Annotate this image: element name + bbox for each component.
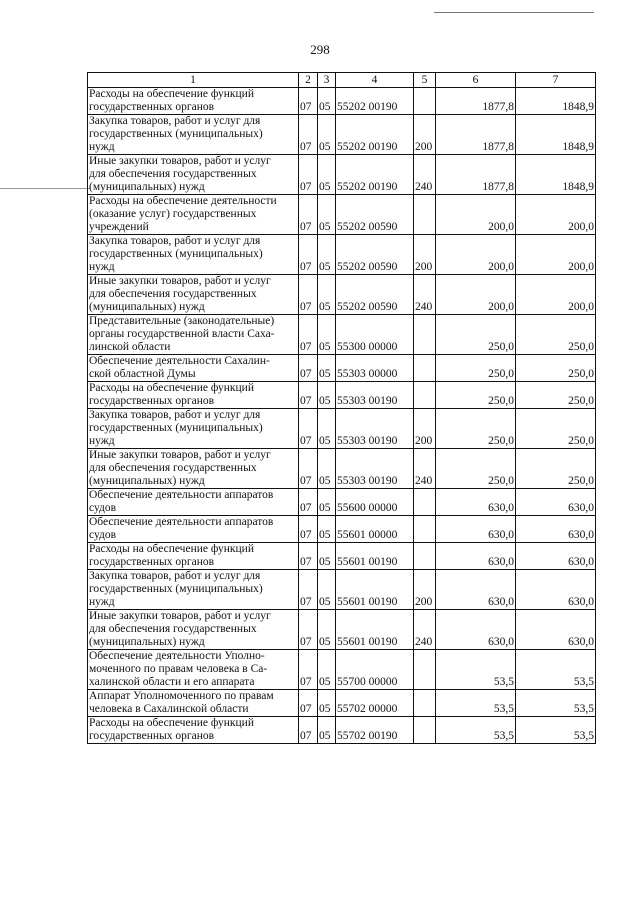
row-cell-c3: 05 [318,690,336,717]
row-name-line: для обеспечения государственных [89,623,257,635]
row-cell-c7: 200,0 [516,235,596,275]
row-name-line: органы государственной власти Саха- [89,328,275,340]
row-name-line: государственных органов [89,556,215,568]
row-cell-c2: 07 [299,610,318,650]
row-name-line: Иные закупки товаров, работ и услуг [89,275,271,287]
row-cell-c3: 05 [318,489,336,516]
row-cell-c2: 07 [299,489,318,516]
row-cell-c7: 53,5 [516,690,596,717]
row-cell-c4: 55303 00190 [336,449,414,489]
row-cell-c5 [414,543,436,570]
row-name-line: для обеспечения государственных [89,288,257,300]
row-cell-c6: 250,0 [436,449,516,489]
table-row [88,275,596,315]
row-cell-c4: 55202 00590 [336,195,414,235]
row-cell-c4: 55303 00000 [336,355,414,382]
row-cell-c2: 07 [299,449,318,489]
table-row [88,650,596,690]
row-name-line: Обеспечение деятельности аппаратов [89,516,274,528]
row-cell-c4: 55300 00000 [336,315,414,355]
row-cell-c3: 05 [318,409,336,449]
row-name-line: Иные закупки товаров, работ и услуг [89,155,271,167]
row-name-line: судов [89,502,117,514]
header-col-5: 5 [414,73,436,88]
table-row [88,610,596,650]
row-cell-c3: 05 [318,355,336,382]
row-cell-c4: 55303 00190 [336,409,414,449]
row-cell-c7: 630,0 [516,543,596,570]
row-cell-c3: 05 [318,650,336,690]
page-number: 298 [310,42,330,57]
table-row [88,155,596,195]
row-cell-c7: 53,5 [516,650,596,690]
row-name-line: государственных органов [89,730,215,742]
header-col-2: 2 [299,73,318,88]
row-cell-c4: 55202 00590 [336,275,414,315]
row-cell-c7: 250,0 [516,355,596,382]
row-name-line: ской областной Думы [89,368,196,380]
row-cell-c3: 05 [318,516,336,543]
row-name-line: государственных (муниципальных) [89,128,263,140]
header-col-3: 3 [318,73,336,88]
row-cell-c2: 07 [299,355,318,382]
table-header-row [88,73,596,88]
row-name-cell [88,195,299,235]
row-cell-c5 [414,382,436,409]
row-name-line: нужд [89,261,115,273]
row-name-cell [88,690,299,717]
row-cell-c7: 630,0 [516,489,596,516]
row-name-line: моченного по правам человека в Са- [89,663,268,675]
row-cell-c7: 630,0 [516,610,596,650]
row-cell-c2: 07 [299,315,318,355]
scan-artifact-line [0,188,90,189]
row-cell-c3: 05 [318,543,336,570]
row-name-line: (муниципальных) нужд [89,181,205,193]
row-name-line: (муниципальных) нужд [89,636,205,648]
row-cell-c5 [414,355,436,382]
row-cell-c2: 07 [299,235,318,275]
table-row [88,382,596,409]
table-row [88,88,596,115]
row-cell-c2: 07 [299,275,318,315]
row-cell-c6: 53,5 [436,717,516,744]
row-name-line: Закупка товаров, работ и услуг для [89,115,261,127]
header-col-4: 4 [336,73,414,88]
row-name-line: судов [89,529,117,541]
row-name-line: Обеспечение деятельности аппаратов [89,489,274,501]
row-cell-c2: 07 [299,382,318,409]
row-cell-c5: 240 [414,449,436,489]
row-cell-c5: 200 [414,235,436,275]
row-name-cell [88,382,299,409]
row-name-line: Представительные (законодательные) [89,315,275,327]
row-cell-c7: 250,0 [516,382,596,409]
row-cell-c6: 630,0 [436,489,516,516]
table-body [88,88,596,744]
row-cell-c4: 55202 00590 [336,235,414,275]
row-cell-c6: 200,0 [436,275,516,315]
row-cell-c5: 200 [414,570,436,610]
header-col-6: 6 [436,73,516,88]
row-cell-c7: 630,0 [516,570,596,610]
row-cell-c6: 250,0 [436,315,516,355]
row-cell-c6: 200,0 [436,235,516,275]
row-name-cell [88,275,299,315]
row-cell-c5 [414,717,436,744]
table-row [88,355,596,382]
row-cell-c4: 55702 00000 [336,690,414,717]
row-name-line: Расходы на обеспечение функций [89,382,254,394]
row-name-cell [88,355,299,382]
row-name-line: учреждений [89,221,149,233]
table-row [88,449,596,489]
row-name-line: (оказание услуг) государственных [89,208,257,220]
row-cell-c5: 240 [414,275,436,315]
row-cell-c5 [414,489,436,516]
row-name-line: Иные закупки товаров, работ и услуг [89,610,271,622]
row-name-line: Обеспечение деятельности Уполно- [89,650,265,662]
row-name-line: Расходы на обеспечение функций [89,543,254,555]
row-cell-c7: 1848,9 [516,115,596,155]
row-cell-c6: 630,0 [436,570,516,610]
row-cell-c7: 200,0 [516,195,596,235]
row-name-line: Аппарат Уполномоченного по правам [89,690,274,702]
row-cell-c4: 55303 00190 [336,382,414,409]
table-row [88,543,596,570]
header-col-7: 7 [516,73,596,88]
row-name-cell [88,155,299,195]
row-name-line: нужд [89,435,115,447]
row-cell-c3: 05 [318,315,336,355]
row-cell-c7: 53,5 [516,717,596,744]
row-cell-c2: 07 [299,409,318,449]
row-cell-c6: 53,5 [436,650,516,690]
row-cell-c7: 250,0 [516,449,596,489]
row-cell-c4: 55202 00190 [336,155,414,195]
row-cell-c3: 05 [318,115,336,155]
row-name-line: Закупка товаров, работ и услуг для [89,235,261,247]
row-cell-c7: 250,0 [516,315,596,355]
row-cell-c2: 07 [299,570,318,610]
row-cell-c2: 07 [299,717,318,744]
row-cell-c7: 630,0 [516,516,596,543]
row-name-line: Расходы на обеспечение функций [89,88,254,100]
row-cell-c6: 1877,8 [436,115,516,155]
row-name-cell [88,449,299,489]
row-name-line: Закупка товаров, работ и услуг для [89,409,261,421]
row-cell-c3: 05 [318,610,336,650]
row-cell-c6: 1877,8 [436,88,516,115]
row-cell-c5 [414,690,436,717]
row-name-line: государственных (муниципальных) [89,248,263,260]
row-cell-c3: 05 [318,88,336,115]
row-name-line: (муниципальных) нужд [89,301,205,313]
table-row [88,690,596,717]
row-name-cell [88,409,299,449]
scan-artifact-line [434,12,594,13]
row-name-line: Закупка товаров, работ и услуг для [89,570,261,582]
row-cell-c2: 07 [299,155,318,195]
row-name-cell [88,717,299,744]
row-name-line: государственных (муниципальных) [89,583,263,595]
row-name-cell [88,543,299,570]
row-cell-c5 [414,195,436,235]
budget-table [87,72,596,744]
row-name-line: (муниципальных) нужд [89,475,205,487]
row-name-cell [88,489,299,516]
table-row [88,717,596,744]
row-cell-c5: 200 [414,115,436,155]
row-cell-c4: 55600 00000 [336,489,414,516]
row-cell-c6: 250,0 [436,409,516,449]
row-cell-c2: 07 [299,690,318,717]
table-row [88,489,596,516]
row-cell-c3: 05 [318,155,336,195]
row-name-cell [88,88,299,115]
table-row [88,409,596,449]
table-row [88,516,596,543]
row-cell-c6: 250,0 [436,382,516,409]
row-cell-c5 [414,88,436,115]
row-cell-c3: 05 [318,275,336,315]
row-name-line: нужд [89,141,115,153]
row-cell-c3: 05 [318,235,336,275]
row-name-line: Расходы на обеспечение деятельности [89,195,277,207]
row-cell-c2: 07 [299,115,318,155]
row-cell-c3: 05 [318,717,336,744]
row-cell-c6: 630,0 [436,543,516,570]
row-cell-c4: 55601 00190 [336,570,414,610]
row-name-line: человека в Сахалинской области [89,703,249,715]
row-name-cell [88,570,299,610]
row-cell-c4: 55601 00190 [336,543,414,570]
table-row [88,195,596,235]
row-cell-c4: 55202 00190 [336,115,414,155]
row-name-cell [88,516,299,543]
row-name-line: Расходы на обеспечение функций [89,717,254,729]
row-cell-c4: 55700 00000 [336,650,414,690]
row-cell-c6: 53,5 [436,690,516,717]
row-name-line: государственных (муниципальных) [89,422,263,434]
row-cell-c4: 55202 00190 [336,88,414,115]
row-cell-c5 [414,650,436,690]
row-cell-c7: 200,0 [516,275,596,315]
row-name-line: для обеспечения государственных [89,168,257,180]
row-cell-c3: 05 [318,570,336,610]
row-name-cell [88,115,299,155]
row-cell-c6: 1877,8 [436,155,516,195]
row-name-cell [88,235,299,275]
table-row [88,315,596,355]
row-name-cell [88,610,299,650]
row-cell-c5 [414,516,436,543]
row-cell-c5 [414,315,436,355]
header-col-1: 1 [88,73,299,88]
row-cell-c7: 250,0 [516,409,596,449]
row-name-line: нужд [89,596,115,608]
row-cell-c6: 200,0 [436,195,516,235]
row-cell-c6: 630,0 [436,610,516,650]
row-cell-c3: 05 [318,195,336,235]
row-cell-c2: 07 [299,195,318,235]
row-cell-c2: 07 [299,543,318,570]
row-name-line: халинской области и его аппарата [89,676,255,688]
table-row [88,115,596,155]
row-name-cell [88,315,299,355]
row-cell-c4: 55702 00190 [336,717,414,744]
row-cell-c4: 55601 00190 [336,610,414,650]
row-cell-c5: 200 [414,409,436,449]
row-cell-c2: 07 [299,88,318,115]
row-name-line: государственных органов [89,395,215,407]
table-row [88,235,596,275]
row-cell-c5: 240 [414,155,436,195]
row-cell-c5: 240 [414,610,436,650]
row-cell-c7: 1848,9 [516,88,596,115]
row-cell-c6: 630,0 [436,516,516,543]
row-cell-c6: 250,0 [436,355,516,382]
row-name-cell [88,650,299,690]
row-name-line: линской области [89,341,171,353]
row-cell-c4: 55601 00000 [336,516,414,543]
row-cell-c7: 1848,9 [516,155,596,195]
row-name-line: государственных органов [89,101,215,113]
row-name-line: Обеспечение деятельности Сахалин- [89,355,270,367]
row-cell-c2: 07 [299,650,318,690]
row-name-line: для обеспечения государственных [89,462,257,474]
row-cell-c3: 05 [318,449,336,489]
row-cell-c2: 07 [299,516,318,543]
table-row [88,570,596,610]
row-name-line: Иные закупки товаров, работ и услуг [89,449,271,461]
row-cell-c3: 05 [318,382,336,409]
